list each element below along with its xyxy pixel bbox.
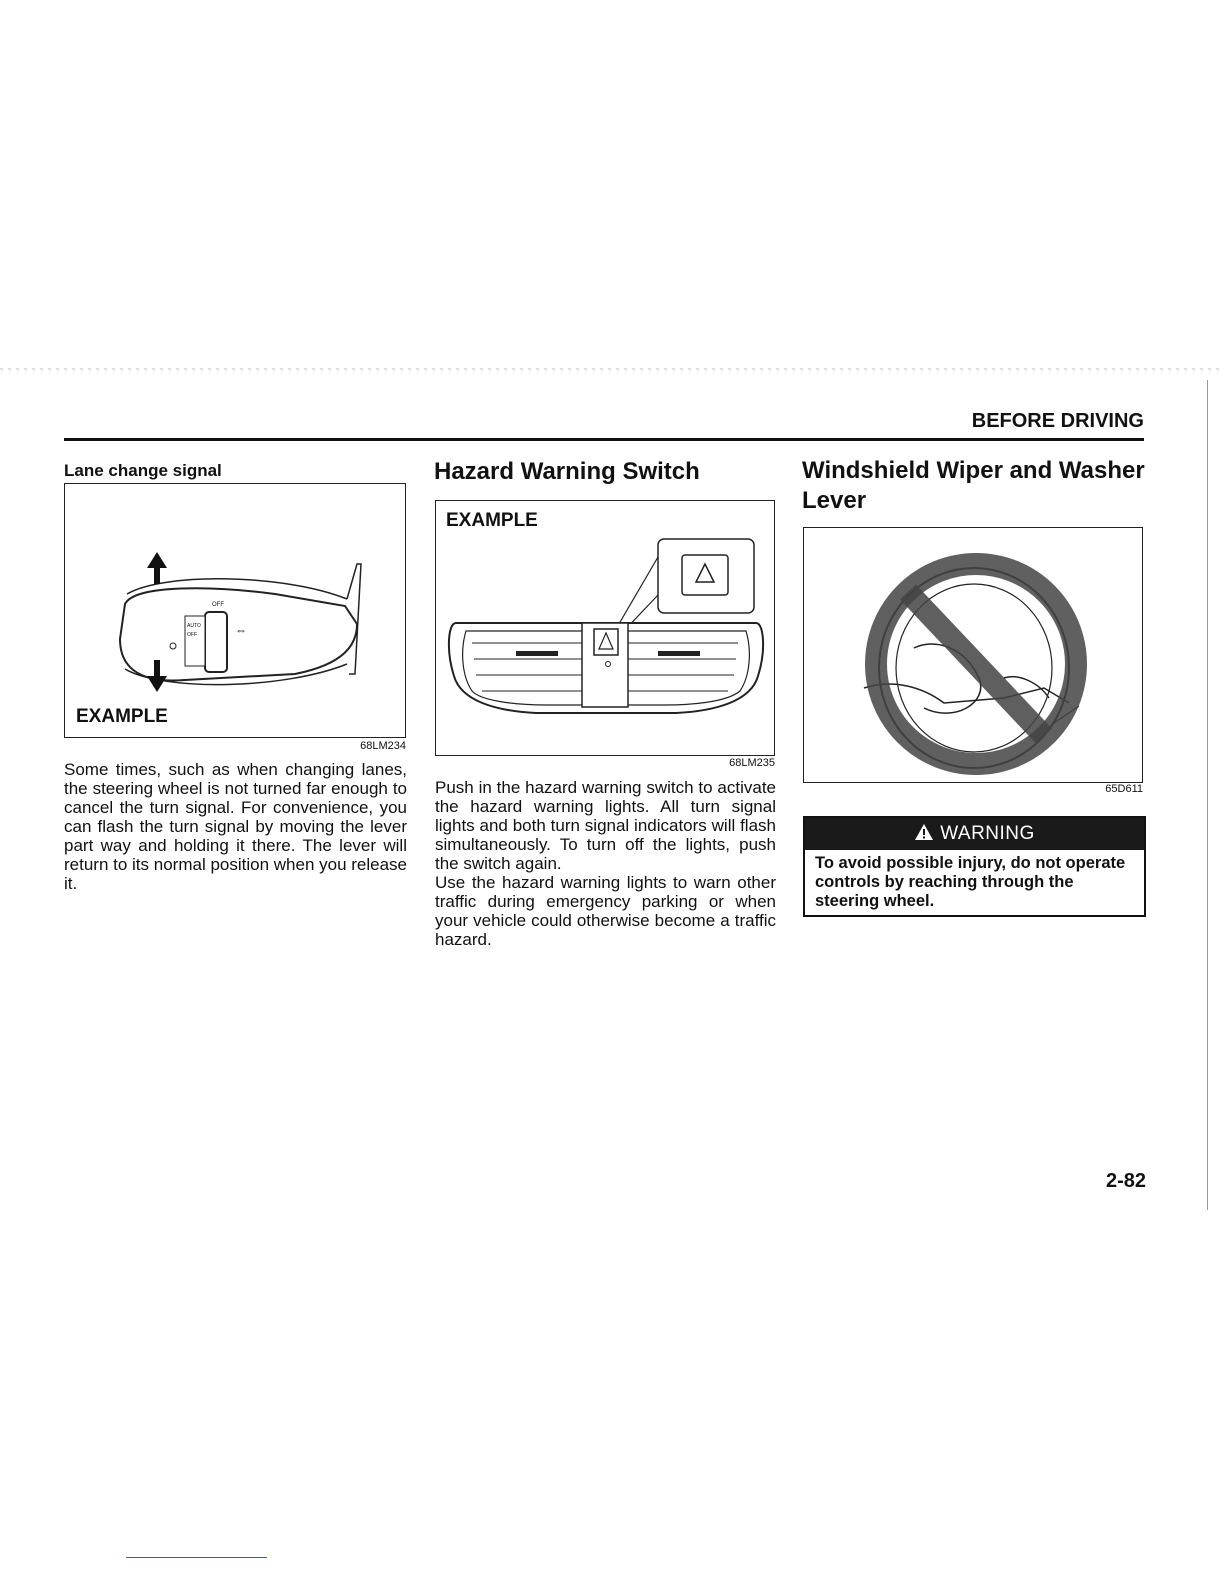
lane-change-body: Some times, such as when changing lanes, the steering wheel is not turned far enough to cancel the turn signal. For convenience, you can flash the turn signal by moving the lever part way and holding it there. The lever will return to its normal position when you release it.: [64, 760, 408, 893]
svg-text:⇔: ⇔: [235, 623, 247, 637]
page-number: 2-82: [1105, 1170, 1146, 1192]
warning-title-bar: [805, 818, 1144, 850]
figure-code: 68LM235: [729, 757, 775, 769]
warning-title: WARNING: [940, 823, 1035, 844]
warning-box: [803, 816, 1146, 917]
scan-dotted-line: [0, 368, 1224, 370]
figure-code: 65D611: [1105, 783, 1143, 795]
lever-label-off-top: OFF: [212, 602, 224, 608]
hazard-heading: Hazard Warning Switch: [434, 458, 700, 485]
section-title: BEFORE DRIVING: [971, 410, 1144, 432]
lane-change-figure: [64, 483, 406, 738]
page-edge-line: [1207, 380, 1208, 1210]
lever-label-off-bottom: OFF: [187, 632, 197, 638]
warning-text: To avoid possible injury, do not operate controls by reaching through the steering wheel.: [815, 854, 1126, 910]
lever-label-auto: AUTO: [187, 623, 201, 629]
turn-signal-lever-illustration: [65, 524, 405, 724]
hazard-body-1: Push in the hazard warning switch to activate the hazard warning lights. All turn signal lights and both turn signal indicators will flash simultaneously. To turn off the lights, push the switch again.: [435, 778, 776, 873]
figure-code: 68LM234: [360, 740, 406, 752]
hazard-switch-illustration: [436, 501, 774, 755]
example-label: EXAMPLE: [76, 706, 168, 727]
hazard-figure: [435, 500, 775, 756]
wiper-heading: Windshield Wiper and Washer Lever: [802, 457, 1145, 514]
example-label: EXAMPLE: [446, 510, 538, 531]
header-rule: [64, 438, 1144, 441]
warning-triangle-icon: [914, 823, 934, 841]
lane-change-subheading: Lane change signal: [64, 461, 222, 480]
wiper-figure: [803, 527, 1143, 783]
no-reaching-through-wheel-illustration: [804, 528, 1142, 782]
bottom-underline: [126, 1557, 267, 1558]
hazard-body-2: Use the hazard warning lights to warn other traffic during emergency parking or when your vehicle could otherwise become a traffic hazard.: [435, 873, 776, 949]
